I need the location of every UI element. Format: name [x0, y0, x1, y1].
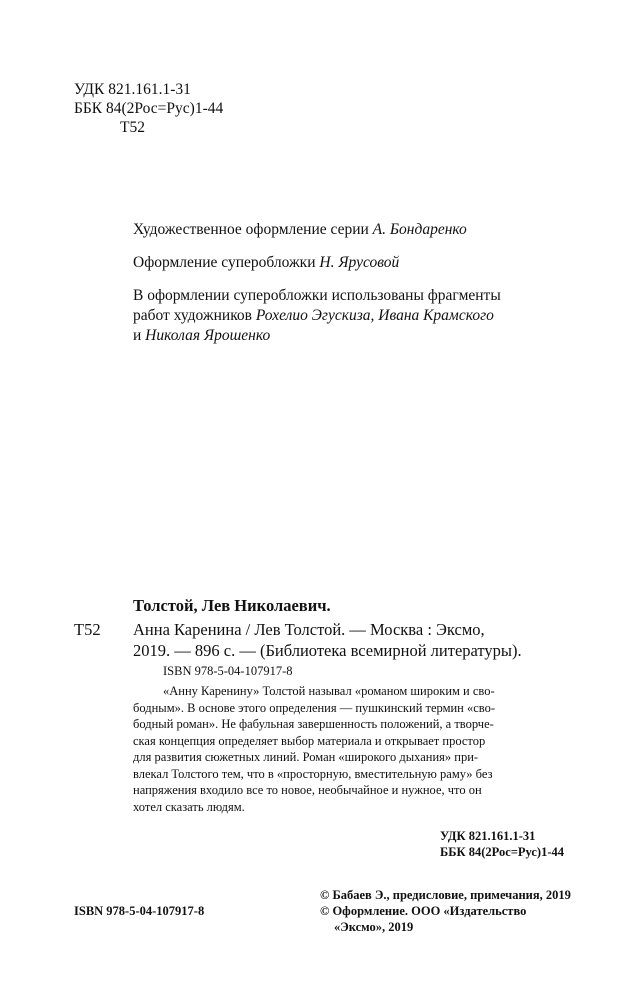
copyright-line: © Оформление. ООО «Издательство [320, 904, 527, 918]
bbk-code: ББК 84(2Рос=Рус)1-44 [74, 100, 224, 117]
series-design-label: Художественное оформление серии [133, 221, 373, 238]
annotation-line: бодным». В основе этого определения — пушкинский термин «сво- [133, 700, 496, 715]
annotation-line: для развития сюжетных линий. Роман «широкого дыхания» при- [133, 750, 479, 764]
jacket-designer-name: Н. Ярусовой [319, 254, 400, 271]
bib-author-mark: Т52 [74, 620, 101, 639]
footer-isbn: ISBN 978-5-04-107917-8 [74, 904, 205, 918]
bottom-udk-code: УДК 821.161.1-31 [440, 829, 536, 843]
bib-isbn: ISBN 978-5-04-107917-8 [163, 664, 293, 678]
artworks-line: и Николая Ярошенко [133, 327, 271, 344]
annotation [133, 683, 495, 815]
jacket-design-credit [133, 253, 399, 273]
artworks-line: В оформлении суперобложки использованы фрагменты [133, 287, 501, 304]
bib-description-line: 2019. — 896 с. — (Библиотека всемирной литературы). [133, 641, 522, 660]
series-designer-name: А. Бондаренко [372, 221, 467, 238]
annotation-line: хотел сказать людям. [133, 799, 245, 814]
annotation-line: напряжения входило все то новое, необычайное и нужное, что он [133, 783, 482, 797]
annotation-line: «Анну Каренину» Толстой называл «романом широким и сво- [163, 684, 495, 698]
jacket-design-label: Оформление суперобложки [133, 254, 320, 271]
artworks-credit [133, 286, 501, 346]
annotation-line: бодный роман». Не фабульная завершенность положений, а творче- [133, 717, 494, 731]
author-heading: Толстой, Лев Николаевич. [133, 596, 331, 615]
artist-names: Рохелио Эгускиза, Ивана Крамского [255, 307, 494, 324]
bottom-bbk-code: ББК 84(2Рос=Рус)1-44 [440, 845, 564, 859]
bib-description-line: Анна Каренина / Лев Толстой. — Москва : Эксмо, [133, 620, 485, 639]
artist-names: Николая Ярошенко [145, 327, 271, 344]
copyright-line: «Эксмо», 2019 [334, 920, 414, 934]
annotation-line: ская концепция определяет выбор материала и открывает простор [133, 733, 486, 748]
series-design-credit [133, 220, 467, 240]
udk-code: УДК 821.161.1-31 [74, 81, 191, 98]
annotation-line: влекал Толстого тем, что в «просторную, вместительную раму» без [133, 766, 493, 781]
copyright-line: © Бабаев Э., предисловие, примечания, 2019 [320, 888, 571, 902]
artworks-line: работ художников Рохелио Эгускиза, Ивана Крамского [133, 307, 494, 324]
author-mark: Т52 [120, 119, 145, 136]
